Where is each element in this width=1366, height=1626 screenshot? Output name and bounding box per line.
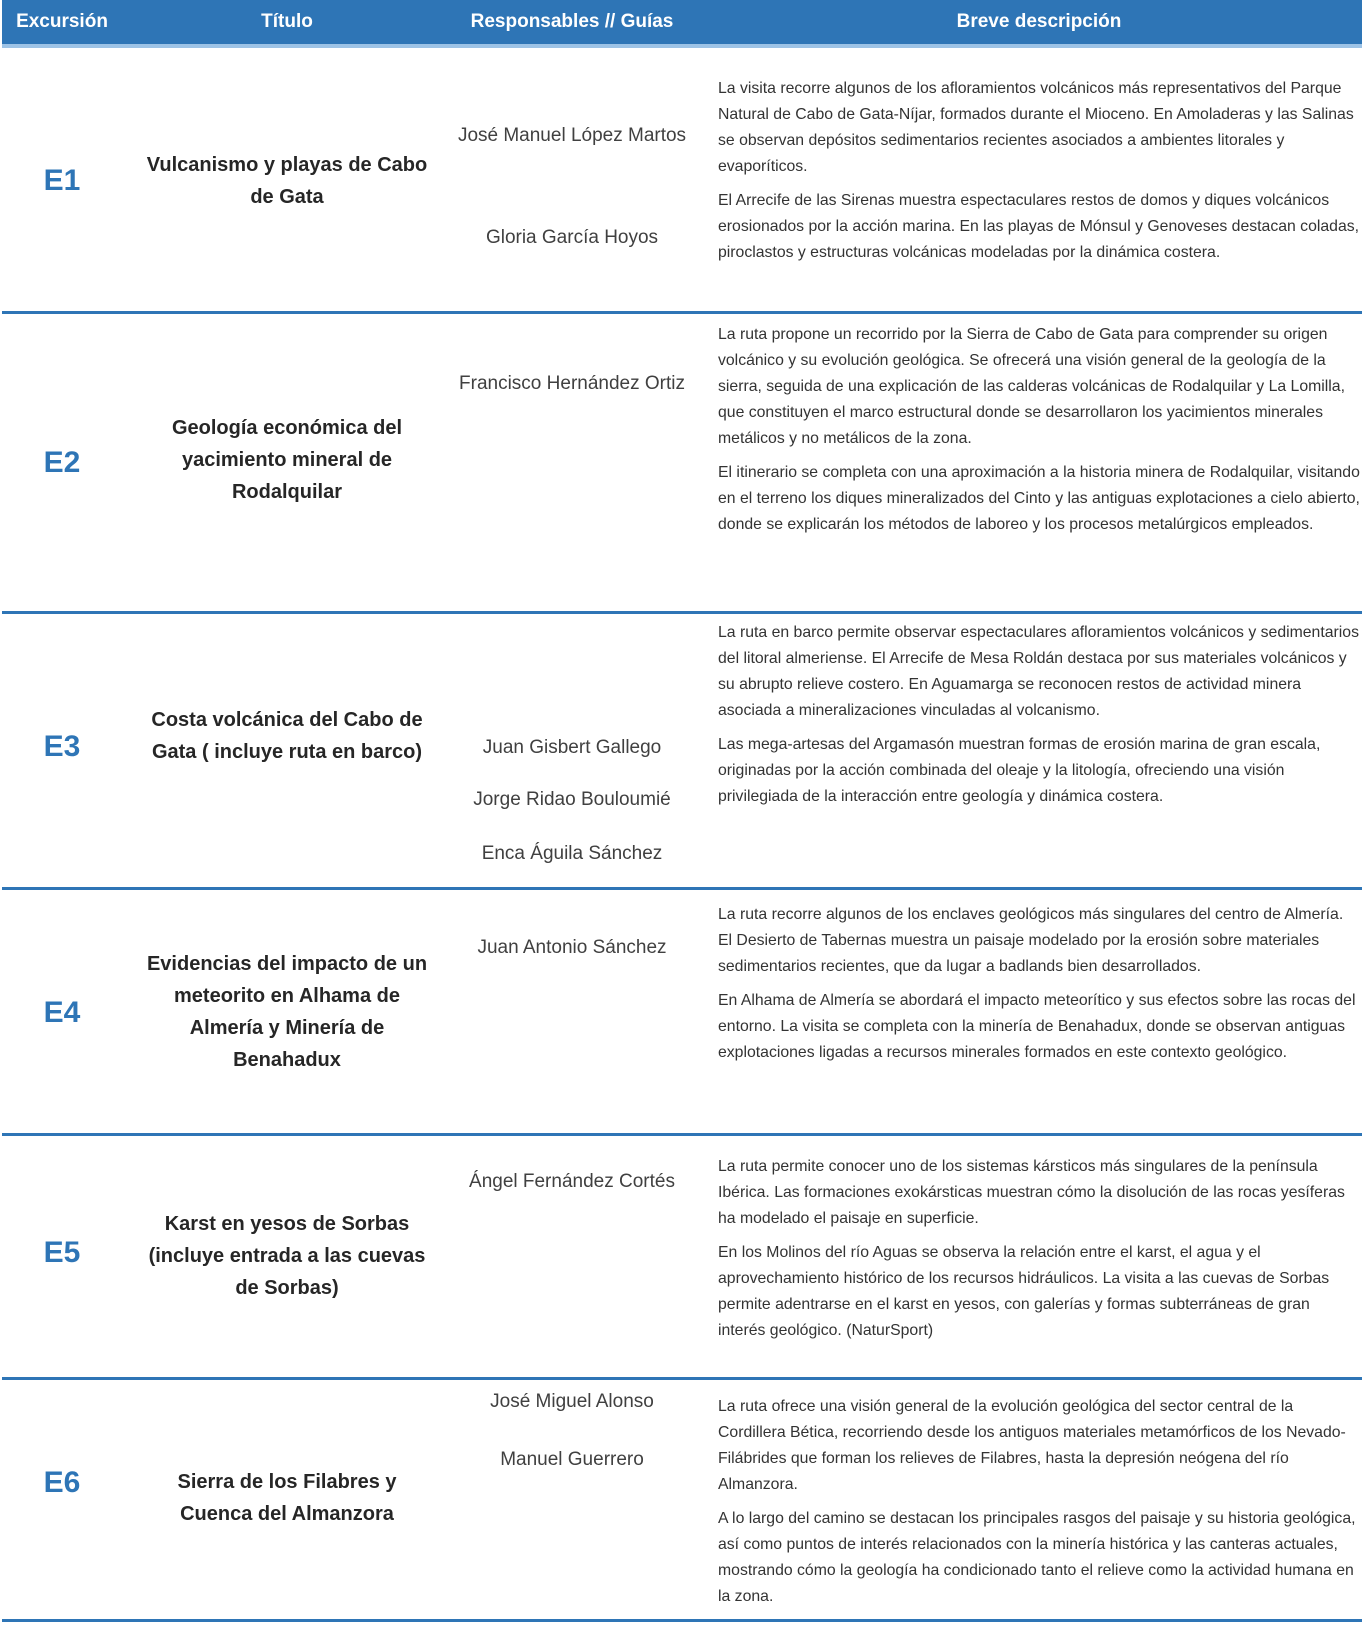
excursion-description <box>718 322 1360 546</box>
table-row <box>2 614 1362 890</box>
excursion-title: Evidencias del impacto de un meteorito en Alhama de Almería y Minería de Benahadux <box>146 953 428 1071</box>
guide-name: Jorge Ridao Bouloumié <box>473 789 671 810</box>
description-paragraph: La ruta propone un recorrido por la Sierra de Cabo de Gata para comprender su origen volcánico y su evolución geológica. Se ofrecerá una visión general de la geología de la sierra, seguida de una explicación de las calderas volcánicas de Rodalquilar y La Lomilla, que constituyen el marco estructural donde se desarrollaron los yacimientos minerales metálicos y no metálicos de la zona. <box>718 326 1345 447</box>
description-paragraph: El itinerario se completa con una aproximación a la historia minera de Rodalquilar, visitando en el terreno los diques mineralizados del Cinto y las antiguas explotaciones a cielo abierto, donde se explicarán los métodos de laboreo y los procesos metalúrgicos empleados. <box>718 464 1360 533</box>
description-paragraph: La ruta en barco permite observar espectaculares afloramientos volcánicos y sedimentarios del litoral almeriense. El Arrecife de Mesa Roldán destaca por sus materiales volcánicos y su abrupto relieve costero. En Aguamarga se reconocen restos de actividad minera asociada a mineralizaciones vinculadas al volcanismo. <box>718 624 1359 719</box>
excursion-title: Karst en yesos de Sorbas (incluye entrada a las cuevas de Sorbas) <box>148 1213 426 1299</box>
guide-name: Manuel Guerrero <box>500 1449 644 1470</box>
description-paragraph: En los Molinos del río Aguas se observa la relación entre el karst, el agua y el aprovechamiento histórico de los recursos hidráulicos. La visita a las cuevas de Sorbas permite adentrarse en el karst en yesos, con galerías y formas subterráneas de gran interés geológico. (NaturSport) <box>718 1244 1330 1339</box>
excursion-title: Vulcanismo y playas de Cabo de Gata <box>146 154 428 208</box>
guide-name: Juan Antonio Sánchez <box>477 937 667 958</box>
excursion-title: Geología económica del yacimiento mineral de Rodalquilar <box>171 417 403 503</box>
guide-name: Francisco Hernández Ortiz <box>459 373 685 394</box>
table-row <box>2 1380 1362 1622</box>
table-row <box>2 1136 1362 1380</box>
guide-name: Juan Gisbert Gallego <box>482 737 662 758</box>
excursion-code: E1 <box>43 164 81 197</box>
excursion-code: E5 <box>43 1236 81 1269</box>
excursion-description <box>718 620 1360 818</box>
header-guides: Responsables // Guías <box>470 11 674 32</box>
description-paragraph: La visita recorre algunos de los afloramientos volcánicos más representativos del Parque Natural de Cabo de Gata-Níjar, formados durante el Mioceno. En Amoladeras y las Salinas se observan depósitos sedimentarios recientes asociados a ambientes litorales y evaporíticos. <box>718 80 1354 175</box>
table-row <box>2 890 1362 1136</box>
excursion-code: E2 <box>43 446 81 479</box>
header-excursion: Excursión <box>16 11 108 32</box>
excursion-title: Costa volcánica del Cabo de Gata ( incluye ruta en barco) <box>151 709 423 763</box>
excursion-description <box>718 1154 1360 1352</box>
excursion-description <box>718 902 1360 1074</box>
table-row <box>2 314 1362 614</box>
excursion-code: E6 <box>43 1466 81 1499</box>
excursion-code: E3 <box>43 730 81 763</box>
description-paragraph: La ruta permite conocer uno de los sistemas kársticos más singulares de la península Ibérica. Las formaciones exokársticas muestran cómo la disolución de las rocas yesíferas ha modelado el paisaje en superficie. <box>718 1158 1345 1227</box>
excursion-description <box>718 1394 1360 1618</box>
description-paragraph: El Arrecife de las Sirenas muestra espectaculares restos de domos y diques volcánicos erosionados por la acción marina. En las playas de Mónsul y Genoveses destacan coladas, piroclastos y estructuras volcánicas modeladas por la dinámica costera. <box>718 192 1360 261</box>
guide-name: José Miguel Alonso <box>490 1391 654 1412</box>
description-paragraph: Las mega-artesas del Argamasón muestran formas de erosión marina de gran escala, originadas por la acción combinada del oleaje y la litología, ofreciendo una visión privilegiada de la interacción entre geología y dinámica costera. <box>718 736 1321 805</box>
guide-name: Ángel Fernández Cortés <box>469 1171 675 1192</box>
excursion-description <box>718 76 1360 274</box>
excursion-code: E4 <box>43 996 81 1029</box>
guide-name: Enca Águila Sánchez <box>481 843 663 864</box>
description-paragraph: A lo largo del camino se destacan los principales rasgos del paisaje y su historia geológica, así como puntos de interés relacionados con la minería histórica y las canteras actuales, mostrando cómo la geología ha condicionado tanto el relieve como la actividad humana en la zona. <box>718 1510 1356 1605</box>
excursion-title: Sierra de los Filabres y Cuenca del Almanzora <box>177 1471 397 1525</box>
header-description: Breve descripción <box>956 11 1122 32</box>
table-row <box>2 52 1362 314</box>
guide-name: José Manuel López Martos <box>457 125 687 146</box>
description-paragraph: La ruta ofrece una visión general de la evolución geológica del sector central de la Cordillera Bética, recorriendo desde los antiguos materiales metamórficos de los Nevado-Filábrides que forman los relieves de Filabres, hasta la depresión neógena del río Almanzora. <box>718 1398 1346 1493</box>
guide-name: Gloria García Hoyos <box>485 227 659 248</box>
description-paragraph: La ruta recorre algunos de los enclaves geológicos más singulares del centro de Almería. El Desierto de Tabernas muestra un paisaje modelado por la erosión sobre materiales sedimentarios recientes, que da lugar a badlands bien desarrollados. <box>718 906 1344 975</box>
description-paragraph: En Alhama de Almería se abordará el impacto meteorítico y sus efectos sobre las rocas del entorno. La visita se completa con la minería de Benahadux, donde se observan antiguas explotaciones ligadas a recursos minerales formados en este contexto geológico. <box>718 992 1356 1061</box>
header-title: Título <box>261 11 313 32</box>
table-header <box>2 0 1362 48</box>
